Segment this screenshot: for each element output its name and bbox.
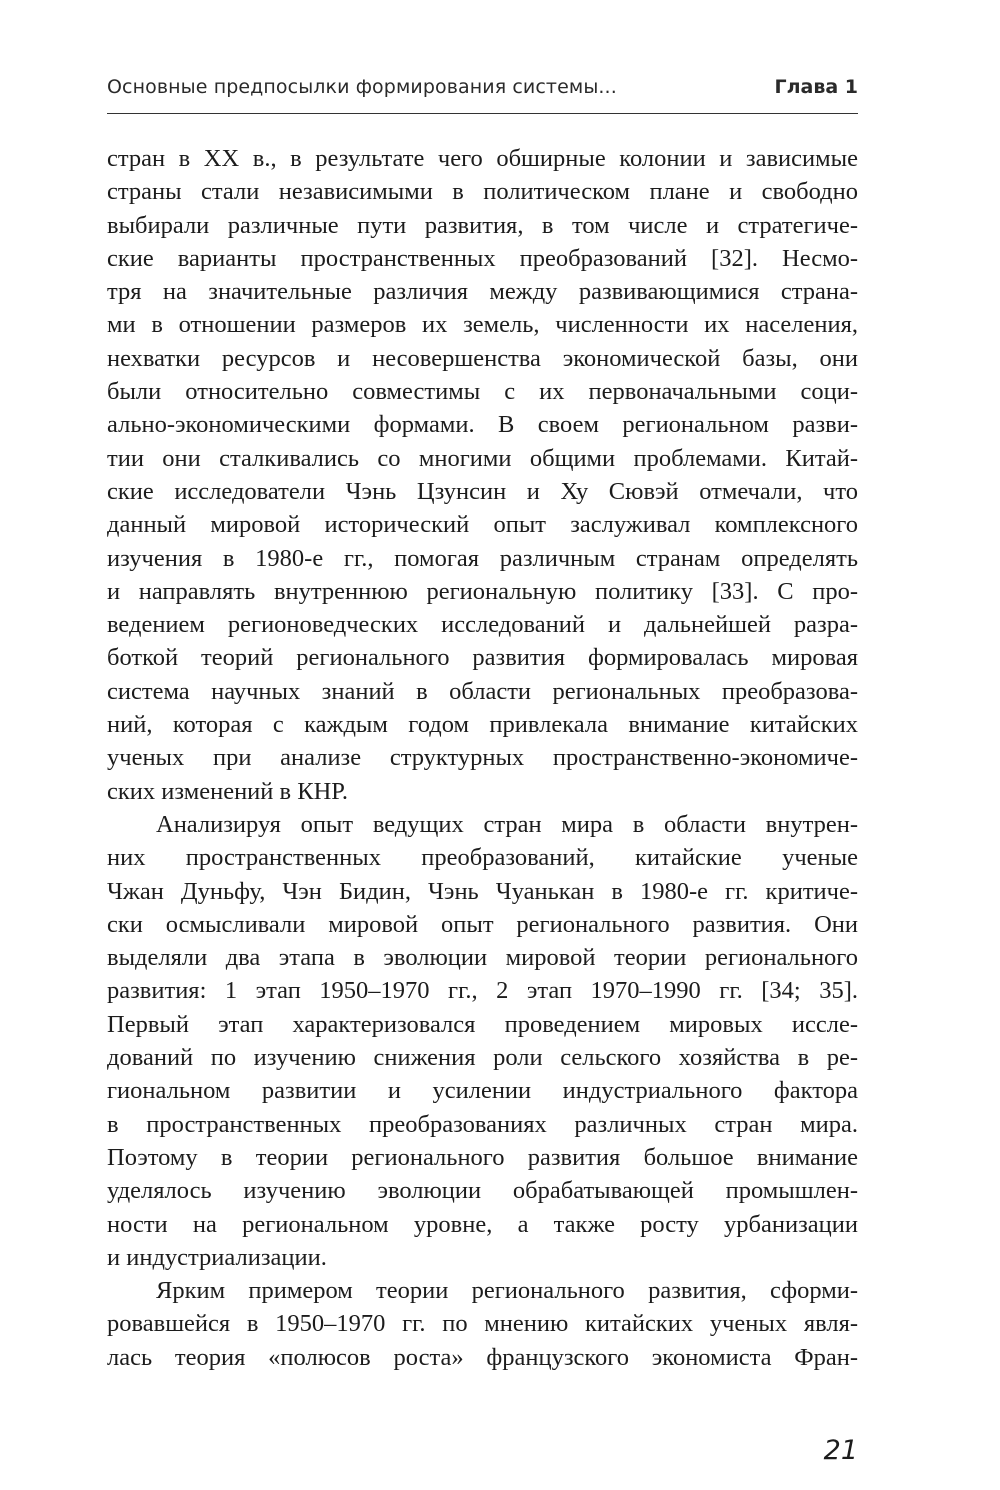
text-line: Анализируя опыт ведущих стран мира в области внутрен- [156,810,858,838]
text-line: тря на значительные различия между развивающимися страна- [107,278,858,306]
text-line: уделялось изучению эволюции обрабатывающей промышлен- [107,1177,858,1205]
text-line: ски осмысливали мировой опыт регионального развития. Они [107,910,858,938]
text-line: ний, которая с каждым годом привлекала внимание китайских [107,711,858,739]
text-line: ученых при анализе структурных пространственно-экономиче- [107,744,858,772]
text-line: Поэтому в теории регионального развития большое внимание [107,1143,858,1171]
text-line: выбирали различные пути развития, в том числе и стратегиче- [107,211,858,239]
text-line: выделяли два этапа в эволюции мировой теории регионального [107,944,858,972]
body-text [107,142,858,1374]
page-number: 21 [823,1435,858,1466]
text-line: Чжан Дуньфу, Чэн Бидин, Чэнь Чуанькан в 1980-е гг. критиче- [107,877,858,905]
text-line: в пространственных преобразованиях различных стран мира. [107,1110,858,1138]
text-line: ведением регионоведческих исследований и дальнейшей разра- [107,611,858,639]
text-line: данный мировой исторический опыт заслуживал комплексного [107,511,858,539]
text-line: гиональном развитии и усилении индустриального фактора [107,1077,858,1105]
text-line: ми в отношении размеров их земель, численности их населения, [107,311,858,339]
text-line: тии они сталкивались со многими общими проблемами. Китай- [107,444,858,472]
text-line: дований по изучению снижения роли сельского хозяйства в ре- [107,1044,858,1072]
text-line: лась теория «полюсов роста» французского экономиста Фран- [107,1343,858,1371]
text-line: стран в XX в., в результате чего обширные колонии и зависимые [107,145,858,172]
text-line: и направлять внутреннюю региональную политику [33]. С про- [107,577,858,605]
text-line: ности на региональном уровне, а также росту урбанизации [107,1210,858,1238]
header-divider [107,113,858,114]
text-line: ских изменений в КНР. [107,777,348,805]
text-line: ально-экономическими формами. В своем региональном разви- [107,411,858,439]
text-line: развития: 1 этап 1950–1970 гг., 2 этап 1970–1990 гг. [34; 35]. [107,977,858,1005]
text-line: Ярким примером теории регионального развития, сформи- [156,1277,858,1305]
text-line: них пространственных преобразований, китайские ученые [107,844,858,872]
text-line: ские исследователи Чэнь Цзунсин и Ху Сювэй отмечали, что [107,477,858,505]
text-line: были относительно совместимы с их первоначальными соци- [107,378,858,406]
running-header [107,76,858,104]
text-line: ские варианты пространственных преобразований [32]. Несмо- [107,244,858,272]
text-line: страны стали независимыми в политическом плане и свободно [107,178,858,206]
chapter-label: Глава 1 [774,76,858,98]
text-line: боткой теорий регионального развития формировалась мировая [107,644,858,672]
text-line: ровавшейся в 1950–1970 гг. по мнению китайских ученых явля- [107,1310,858,1338]
chapter-running-title: Основные предпосылки формирования системы... [107,76,617,98]
text-line: нехватки ресурсов и несовершенства экономической базы, они [107,344,858,372]
text-line: Первый этап характеризовался проведением мировых иссле- [107,1010,858,1038]
text-line: система научных знаний в области региональных преобразова- [107,677,858,705]
text-line: и индустриализации. [107,1243,327,1271]
text-line: изучения в 1980-е гг., помогая различным странам определять [107,544,858,572]
